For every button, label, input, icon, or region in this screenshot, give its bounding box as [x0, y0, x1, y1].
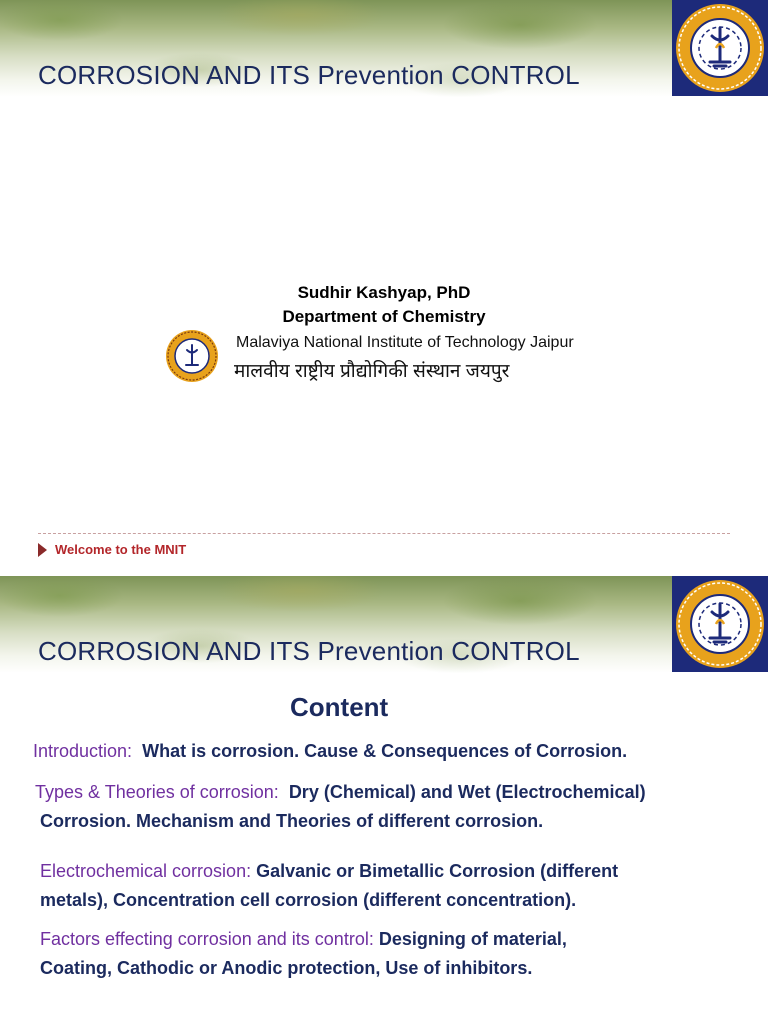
content-slide — [0, 576, 768, 1024]
author-name: Sudhir Kashyap, PhD — [297, 283, 471, 302]
header-banner — [0, 576, 768, 673]
footer-welcome-text: Welcome to the MNIT — [55, 542, 187, 557]
item-text-continued: metals), Concentration cell corrosion (different concentration). — [40, 890, 577, 910]
emblem-graphic — [672, 576, 768, 672]
item-label: Electrochemical corrosion: — [40, 861, 252, 881]
footer-divider — [38, 533, 730, 534]
institute-name-hindi: मालवीय राष्ट्रीय प्रौद्योगिकी संस्थान जयपुर — [234, 361, 510, 382]
content-item-types — [35, 778, 646, 836]
institute-name-english: Malaviya National Institute of Technology Jaipur — [236, 334, 574, 351]
item-label: Introduction: — [33, 741, 133, 761]
emblem-graphic — [672, 0, 768, 96]
item-text: Dry (Chemical) and Wet (Electrochemical) — [288, 782, 646, 802]
mnit-emblem — [672, 576, 768, 672]
item-text: What is corrosion. Cause & Consequences of Corrosion. — [142, 741, 628, 761]
content-item-introduction — [33, 737, 627, 766]
author-department: Department of Chemistry — [282, 307, 486, 326]
bullet-arrow-icon — [38, 543, 47, 557]
item-label: Types & Theories of corrosion: — [35, 782, 279, 802]
content-heading: Content — [290, 692, 389, 722]
content-item-factors — [40, 925, 567, 983]
institute-logo — [164, 328, 604, 384]
mnit-emblem — [672, 0, 768, 96]
slide-title: CORROSION AND ITS Prevention CONTROL — [38, 60, 580, 90]
item-label: Factors effecting corrosion and its control: — [40, 929, 374, 949]
slide-title: CORROSION AND ITS Prevention CONTROL — [38, 636, 580, 666]
mnit-emblem-small — [164, 328, 220, 384]
item-text-continued: Coating, Cathodic or Anodic protection, Use of inhibitors. — [40, 958, 533, 978]
item-text: Designing of material, — [378, 929, 567, 949]
item-text: Galvanic or Bimetallic Corrosion (different — [256, 861, 619, 881]
header-banner — [0, 0, 768, 97]
content-item-electrochemical — [40, 857, 618, 915]
item-text-continued: Corrosion. Mechanism and Theories of different corrosion. — [40, 811, 544, 831]
